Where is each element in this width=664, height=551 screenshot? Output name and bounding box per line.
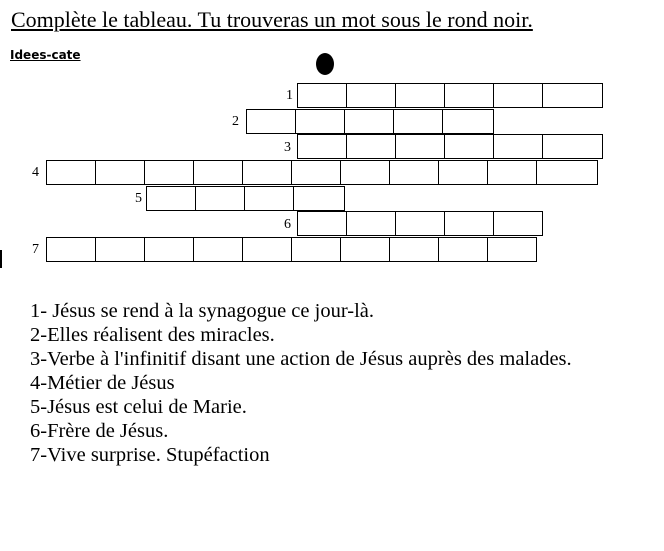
edge-mark (0, 250, 2, 268)
grid-cell[interactable] (144, 160, 194, 185)
clue-6: 6-Frère de Jésus. (30, 420, 169, 442)
grid-cell[interactable] (297, 211, 347, 236)
crossword-row-6 (297, 211, 543, 237)
row-number-5: 5 (135, 191, 142, 206)
grid-cell[interactable] (242, 237, 292, 262)
grid-cell[interactable] (95, 160, 145, 185)
grid-cell[interactable] (344, 109, 394, 134)
crossword-row-7 (46, 237, 537, 263)
row-number-6: 6 (284, 217, 291, 232)
grid-cell[interactable] (291, 160, 341, 185)
brand-label: Idees-cate (10, 48, 81, 62)
row-number-2: 2 (232, 114, 239, 129)
grid-cell[interactable] (193, 237, 243, 262)
grid-cell[interactable] (195, 186, 245, 211)
grid-cell[interactable] (444, 83, 494, 108)
page-title: Complète le tableau. Tu trouveras un mot sous le rond noir. (11, 7, 533, 32)
grid-cell[interactable] (144, 237, 194, 262)
grid-cell[interactable] (493, 83, 543, 108)
clue-2: 2-Elles réalisent des miracles. (30, 324, 275, 346)
grid-cell[interactable] (46, 160, 96, 185)
grid-cell[interactable] (493, 134, 543, 159)
grid-cell[interactable] (297, 134, 347, 159)
grid-cell[interactable] (246, 109, 296, 134)
grid-cell[interactable] (395, 134, 445, 159)
grid-cell[interactable] (146, 186, 196, 211)
grid-cell[interactable] (346, 134, 396, 159)
grid-cell[interactable] (493, 211, 543, 236)
crossword-row-5 (146, 186, 345, 212)
grid-cell[interactable] (297, 83, 347, 108)
grid-cell[interactable] (393, 109, 443, 134)
grid-cell[interactable] (542, 134, 603, 159)
row-number-4: 4 (32, 165, 39, 180)
grid-cell[interactable] (542, 83, 603, 108)
grid-cell[interactable] (395, 83, 445, 108)
grid-cell[interactable] (346, 83, 396, 108)
grid-cell[interactable] (389, 237, 439, 262)
row-number-3: 3 (284, 140, 291, 155)
row-number-7: 7 (32, 242, 39, 257)
grid-cell[interactable] (340, 160, 390, 185)
black-dot-marker (316, 53, 334, 75)
grid-cell[interactable] (193, 160, 243, 185)
crossword-row-2 (246, 109, 494, 135)
grid-cell[interactable] (395, 211, 445, 236)
clue-list (30, 299, 630, 467)
grid-cell[interactable] (95, 237, 145, 262)
grid-cell[interactable] (438, 160, 488, 185)
grid-cell[interactable] (340, 237, 390, 262)
row-number-1: 1 (286, 88, 293, 103)
grid-cell[interactable] (536, 160, 598, 185)
clue-4: 4-Métier de Jésus (30, 372, 175, 394)
grid-cell[interactable] (444, 134, 494, 159)
grid-cell[interactable] (487, 237, 537, 262)
grid-cell[interactable] (293, 186, 345, 211)
crossword-row-1 (297, 83, 603, 109)
clue-5: 5-Jésus est celui de Marie. (30, 396, 247, 418)
grid-cell[interactable] (442, 109, 494, 134)
grid-cell[interactable] (444, 211, 494, 236)
grid-cell[interactable] (295, 109, 345, 134)
clue-1: 1- Jésus se rend à la synagogue ce jour-là. (30, 300, 374, 322)
clue-7: 7-Vive surprise. Stupéfaction (30, 444, 270, 466)
crossword-row-4 (46, 160, 598, 186)
grid-cell[interactable] (291, 237, 341, 262)
grid-cell[interactable] (487, 160, 537, 185)
clue-3: 3-Verbe à l'infinitif disant une action de Jésus auprès des malades. (30, 348, 572, 370)
grid-cell[interactable] (438, 237, 488, 262)
grid-cell[interactable] (242, 160, 292, 185)
crossword-row-3 (297, 134, 603, 160)
grid-cell[interactable] (244, 186, 294, 211)
grid-cell[interactable] (346, 211, 396, 236)
grid-cell[interactable] (389, 160, 439, 185)
grid-cell[interactable] (46, 237, 96, 262)
